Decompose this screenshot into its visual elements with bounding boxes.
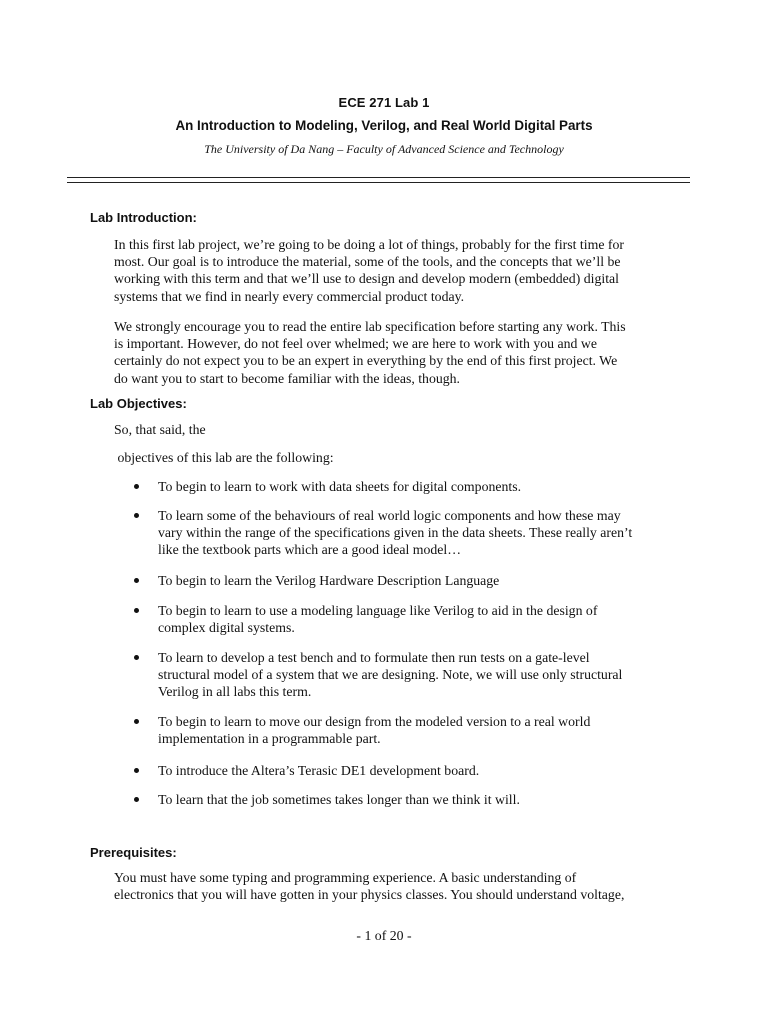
objective-line: structural model of a system that we are designing. Note, we will use only structural [158,667,623,683]
objective-line: To learn that the job sometimes takes longer than we think it will. [158,792,520,807]
paragraph-line: systems that we find in nearly every commercial product today. [114,288,465,304]
objective-text [158,478,698,495]
header-divider-bottom [67,182,690,183]
lab-introduction-heading: Lab Introduction: [90,210,197,225]
paragraph-line: most. Our goal is to introduce the material, some of the tools, and the concepts that we’ll be [114,254,621,270]
bullet-icon [134,513,139,518]
paragraph-line: working with this term and that we’ll use to design and develop modern (embedded) digital [114,271,620,287]
objective-text [158,572,698,589]
bullet-icon [134,484,139,489]
bullet-icon [134,768,139,773]
objective-line: To begin to learn to work with data sheets for digital components. [158,479,522,494]
paragraph-line: objectives of this lab are the following: [114,450,334,465]
paragraph-line: electronics that you will have gotten in your physics classes. You should understand voltage, [114,887,625,903]
lab-objectives-heading: Lab Objectives: [90,396,187,411]
objectives-lead-1 [114,421,694,438]
objective-text [158,762,698,779]
objectives-lead-2 [114,449,694,466]
objective-text [158,713,698,747]
paragraph-line: In this first lab project, we’re going to be doing a lot of things, probably for the first time for [114,237,624,252]
bullet-icon [134,578,139,583]
objective-line: complex digital systems. [158,620,295,636]
objective-line: To introduce the Altera’s Terasic DE1 development board. [158,763,480,778]
objective-text [158,649,698,701]
paragraph-line: certainly do not expect you to be an expert in everything by the end of this first project. We [114,353,618,369]
objective-line: To begin to learn to move our design from the modeled version to a real world [158,714,591,729]
lab-title: An Introduction to Modeling, Verilog, and Real World Digital Parts [175,118,593,133]
bullet-icon [134,655,139,660]
course-title: ECE 271 Lab 1 [338,95,430,110]
objective-line: implementation in a programmable part. [158,731,381,747]
objective-text [158,791,698,808]
paragraph-line: So, that said, the [114,422,206,437]
prerequisites-paragraph [114,869,694,903]
paragraph-line: We strongly encourage you to read the entire lab specification before starting any work. This [114,319,626,334]
objective-line: Verilog in all labs this term. [158,684,312,700]
bullet-icon [134,719,139,724]
prerequisites-heading: Prerequisites: [90,845,177,860]
objective-line: To begin to learn the Verilog Hardware Description Language [158,573,500,588]
paragraph-line: is important. However, do not feel over whelmed; we are here to work with you and we [114,336,597,352]
objective-text [158,602,698,636]
objective-line: like the textbook parts which are a good ideal model… [158,542,462,558]
paragraph-line: You must have some typing and programming experience. A basic understanding of [114,870,577,885]
objective-line: To begin to learn to use a modeling language like Verilog to aid in the design of [158,603,598,618]
objective-line: To learn to develop a test bench and to formulate then run tests on a gate-level [158,650,590,665]
paragraph-line: do want you to start to become familiar with the ideas, though. [114,370,460,386]
affiliation-line: The University of Da Nang – Faculty of Advanced Science and Technology [204,142,564,156]
header-divider-top [67,177,690,178]
bullet-icon [134,797,139,802]
bullet-icon [134,608,139,613]
objective-line: vary within the range of the specifications given in the data sheets. These really aren’t [158,525,633,541]
objective-line: To learn some of the behaviours of real world logic components and how these may [158,508,621,523]
introduction-paragraph-1 [114,236,694,305]
objective-text [158,507,698,559]
page-number: - 1 of 20 - [356,928,412,943]
introduction-paragraph-2 [114,318,694,387]
